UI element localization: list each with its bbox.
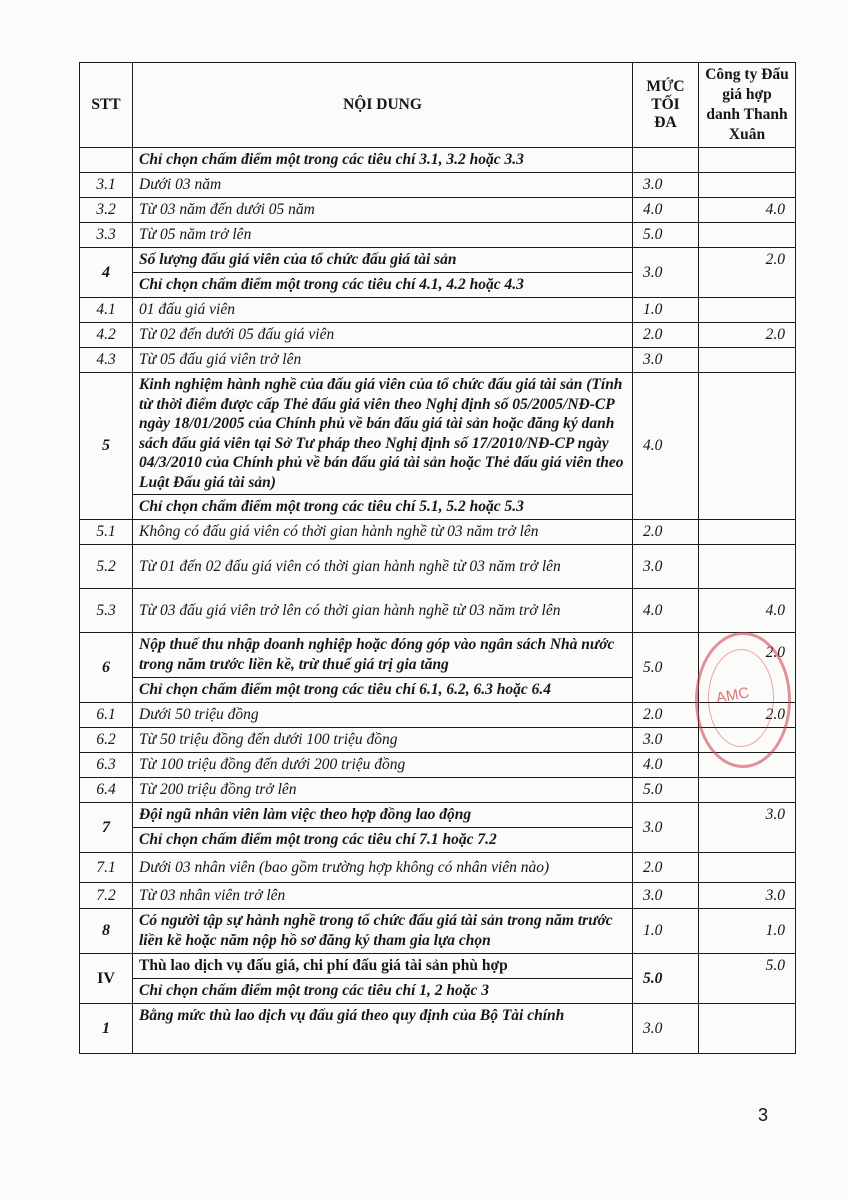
criteria-note: Chỉ chọn chấm điểm một trong các tiêu chí 7.1 hoặc 7.2 [133, 828, 633, 853]
row-stt: 5.1 [80, 520, 133, 545]
header-content: NỘI DUNG [133, 63, 633, 148]
row-score: 2.0 [699, 248, 796, 298]
header-stt: STT [80, 63, 133, 148]
criteria-note: Chỉ chọn chấm điểm một trong các tiêu chí 5.1, 5.2 hoặc 5.3 [133, 495, 633, 520]
row-content: Từ 50 triệu đồng đến dưới 100 triệu đồng [133, 728, 633, 753]
row-max: 4.0 [633, 198, 699, 223]
table-row [80, 1004, 796, 1054]
table-row [80, 633, 796, 678]
row-content: Dưới 03 năm [133, 173, 633, 198]
table-row [80, 148, 796, 173]
row-stt: 6.3 [80, 753, 133, 778]
row-max: 5.0 [633, 954, 699, 1004]
row-stt: 7.1 [80, 853, 133, 883]
scoring-table [79, 62, 796, 1054]
row-content: Từ 02 đến dưới 05 đấu giá viên [133, 323, 633, 348]
row-stt: 5.3 [80, 589, 133, 633]
row-score: 4.0 [699, 198, 796, 223]
section-title: Nộp thuế thu nhập doanh nghiệp hoặc đóng góp vào ngân sách Nhà nước trong năm trước liền kề, trừ thuế giá trị gia tăng [133, 633, 633, 678]
table-row [80, 248, 796, 273]
section-title: Bằng mức thù lao dịch vụ đấu giá theo quy định của Bộ Tài chính [133, 1004, 633, 1054]
table-row [80, 173, 796, 198]
table-row [80, 323, 796, 348]
row-content: Từ 200 triệu đồng trở lên [133, 778, 633, 803]
row-score [699, 373, 796, 520]
row-max: 4.0 [633, 589, 699, 633]
criteria-note: Chỉ chọn chấm điểm một trong các tiêu chí 4.1, 4.2 hoặc 4.3 [133, 273, 633, 298]
row-stt: 6.2 [80, 728, 133, 753]
row-stt: 4.3 [80, 348, 133, 373]
row-score: 4.0 [699, 589, 796, 633]
stamp-text: AMC [714, 684, 751, 707]
row-score: 5.0 [699, 954, 796, 1004]
row-content: Từ 03 nhân viên trở lên [133, 883, 633, 909]
row-max: 3.0 [633, 348, 699, 373]
row-stt: 6.4 [80, 778, 133, 803]
row-max: 1.0 [633, 298, 699, 323]
row-max: 3.0 [633, 728, 699, 753]
row-content: Từ 03 năm đến dưới 05 năm [133, 198, 633, 223]
criteria-note: Chỉ chọn chấm điểm một trong các tiêu chí 3.1, 3.2 hoặc 3.3 [133, 148, 633, 173]
section-title: Kinh nghiệm hành nghề của đấu giá viên của tổ chức đấu giá tài sản (Tính từ thời điểm được cấp Thẻ đấu giá viên theo Nghị định số 05/2005/NĐ-CP ngày 18/01/2005 của Chính phủ về bán đấu giá tài sản hoặc đăng ký danh sách đấu giá viên tại Sở Tư pháp theo Nghị định số 17/2010/NĐ-CP ngày 04/3/2010 của Chính phủ về bán đấu giá tài sản hoặc Thẻ đấu giá viên theo Luật Đấu giá tài sản) [133, 373, 633, 495]
row-max: 2.0 [633, 520, 699, 545]
row-score [699, 545, 796, 589]
table-row [80, 778, 796, 803]
page-number: 3 [758, 1105, 769, 1125]
table-row [80, 373, 796, 495]
row-score [699, 520, 796, 545]
table-row [80, 589, 796, 633]
row-stt: 3.3 [80, 223, 133, 248]
row-stt: 1 [80, 1004, 133, 1054]
table-row [80, 909, 796, 954]
table-row [80, 728, 796, 753]
row-score [699, 1004, 796, 1054]
row-score: 1.0 [699, 909, 796, 954]
table-row [80, 298, 796, 323]
row-stt: 4.2 [80, 323, 133, 348]
row-stt: 4 [80, 248, 133, 298]
row-max: 5.0 [633, 778, 699, 803]
row-content: Từ 01 đến 02 đấu giá viên có thời gian hành nghề từ 03 năm trở lên [133, 545, 633, 589]
row-max: 3.0 [633, 883, 699, 909]
row-max: 2.0 [633, 703, 699, 728]
row-content: Từ 05 đấu giá viên trở lên [133, 348, 633, 373]
table-row [80, 520, 796, 545]
row-score [699, 348, 796, 373]
row-stt: 4.1 [80, 298, 133, 323]
row-stt: 3.1 [80, 173, 133, 198]
row-score [699, 853, 796, 883]
table-row [80, 703, 796, 728]
row-max: 3.0 [633, 545, 699, 589]
row-stt: 5 [80, 373, 133, 520]
row-content: Từ 05 năm trở lên [133, 223, 633, 248]
row-score: 2.0 [699, 633, 796, 703]
table-row [80, 883, 796, 909]
row-stt: 8 [80, 909, 133, 954]
row-score [699, 173, 796, 198]
row-score [699, 778, 796, 803]
row-stt: IV [80, 954, 133, 1004]
row-score [699, 223, 796, 248]
row-max: 3.0 [633, 1004, 699, 1054]
row-score [699, 298, 796, 323]
section-title: Số lượng đấu giá viên của tổ chức đấu giá tài sản [133, 248, 633, 273]
row-stt: 7 [80, 803, 133, 853]
row-score: 3.0 [699, 803, 796, 853]
row-max: 3.0 [633, 248, 699, 298]
table-row [80, 348, 796, 373]
row-content: Không có đấu giá viên có thời gian hành nghề từ 03 năm trở lên [133, 520, 633, 545]
row-score: 2.0 [699, 323, 796, 348]
row-max: 1.0 [633, 909, 699, 954]
row-max: 4.0 [633, 373, 699, 520]
row-stt: 5.2 [80, 545, 133, 589]
table-row [80, 198, 796, 223]
criteria-note: Chỉ chọn chấm điểm một trong các tiêu chí 1, 2 hoặc 3 [133, 979, 633, 1004]
table-row [80, 803, 796, 828]
row-score: 3.0 [699, 883, 796, 909]
row-max: 3.0 [633, 803, 699, 853]
row-content: Dưới 03 nhân viên (bao gồm trường hợp không có nhân viên nào) [133, 853, 633, 883]
section-title: Thù lao dịch vụ đấu giá, chi phí đấu giá tài sản phù hợp [133, 954, 633, 979]
row-stt: 3.2 [80, 198, 133, 223]
row-content: 01 đấu giá viên [133, 298, 633, 323]
header-company: Công ty Đấu giá hợp danh Thanh Xuân [699, 63, 796, 148]
row-stt: 6.1 [80, 703, 133, 728]
red-seal-stamp [695, 632, 791, 768]
table-header-row [80, 63, 796, 148]
row-max: 4.0 [633, 753, 699, 778]
section-title: Đội ngũ nhân viên làm việc theo hợp đồng lao động [133, 803, 633, 828]
table-row [80, 853, 796, 883]
row-content: Từ 100 triệu đồng đến dưới 200 triệu đồng [133, 753, 633, 778]
row-max: 5.0 [633, 633, 699, 703]
row-max: 5.0 [633, 223, 699, 248]
row-stt: 7.2 [80, 883, 133, 909]
table-row [80, 954, 796, 979]
table-row [80, 753, 796, 778]
row-max: 2.0 [633, 853, 699, 883]
row-max: 2.0 [633, 323, 699, 348]
table-row [80, 223, 796, 248]
row-content: Dưới 50 triệu đồng [133, 703, 633, 728]
row-score: 2.0 [699, 703, 796, 728]
table-row [80, 545, 796, 589]
row-stt: 6 [80, 633, 133, 703]
criteria-note: Chỉ chọn chấm điểm một trong các tiêu chí 6.1, 6.2, 6.3 hoặc 6.4 [133, 678, 633, 703]
row-content: Từ 03 đấu giá viên trở lên có thời gian hành nghề từ 03 năm trở lên [133, 589, 633, 633]
row-max: 3.0 [633, 173, 699, 198]
section-title: Có người tập sự hành nghề trong tổ chức đấu giá tài sản trong năm trước liền kề hoặc năm nộp hồ sơ đăng ký tham gia lựa chọn [133, 909, 633, 954]
header-max-score: MỨC TỐI ĐA [633, 63, 699, 148]
